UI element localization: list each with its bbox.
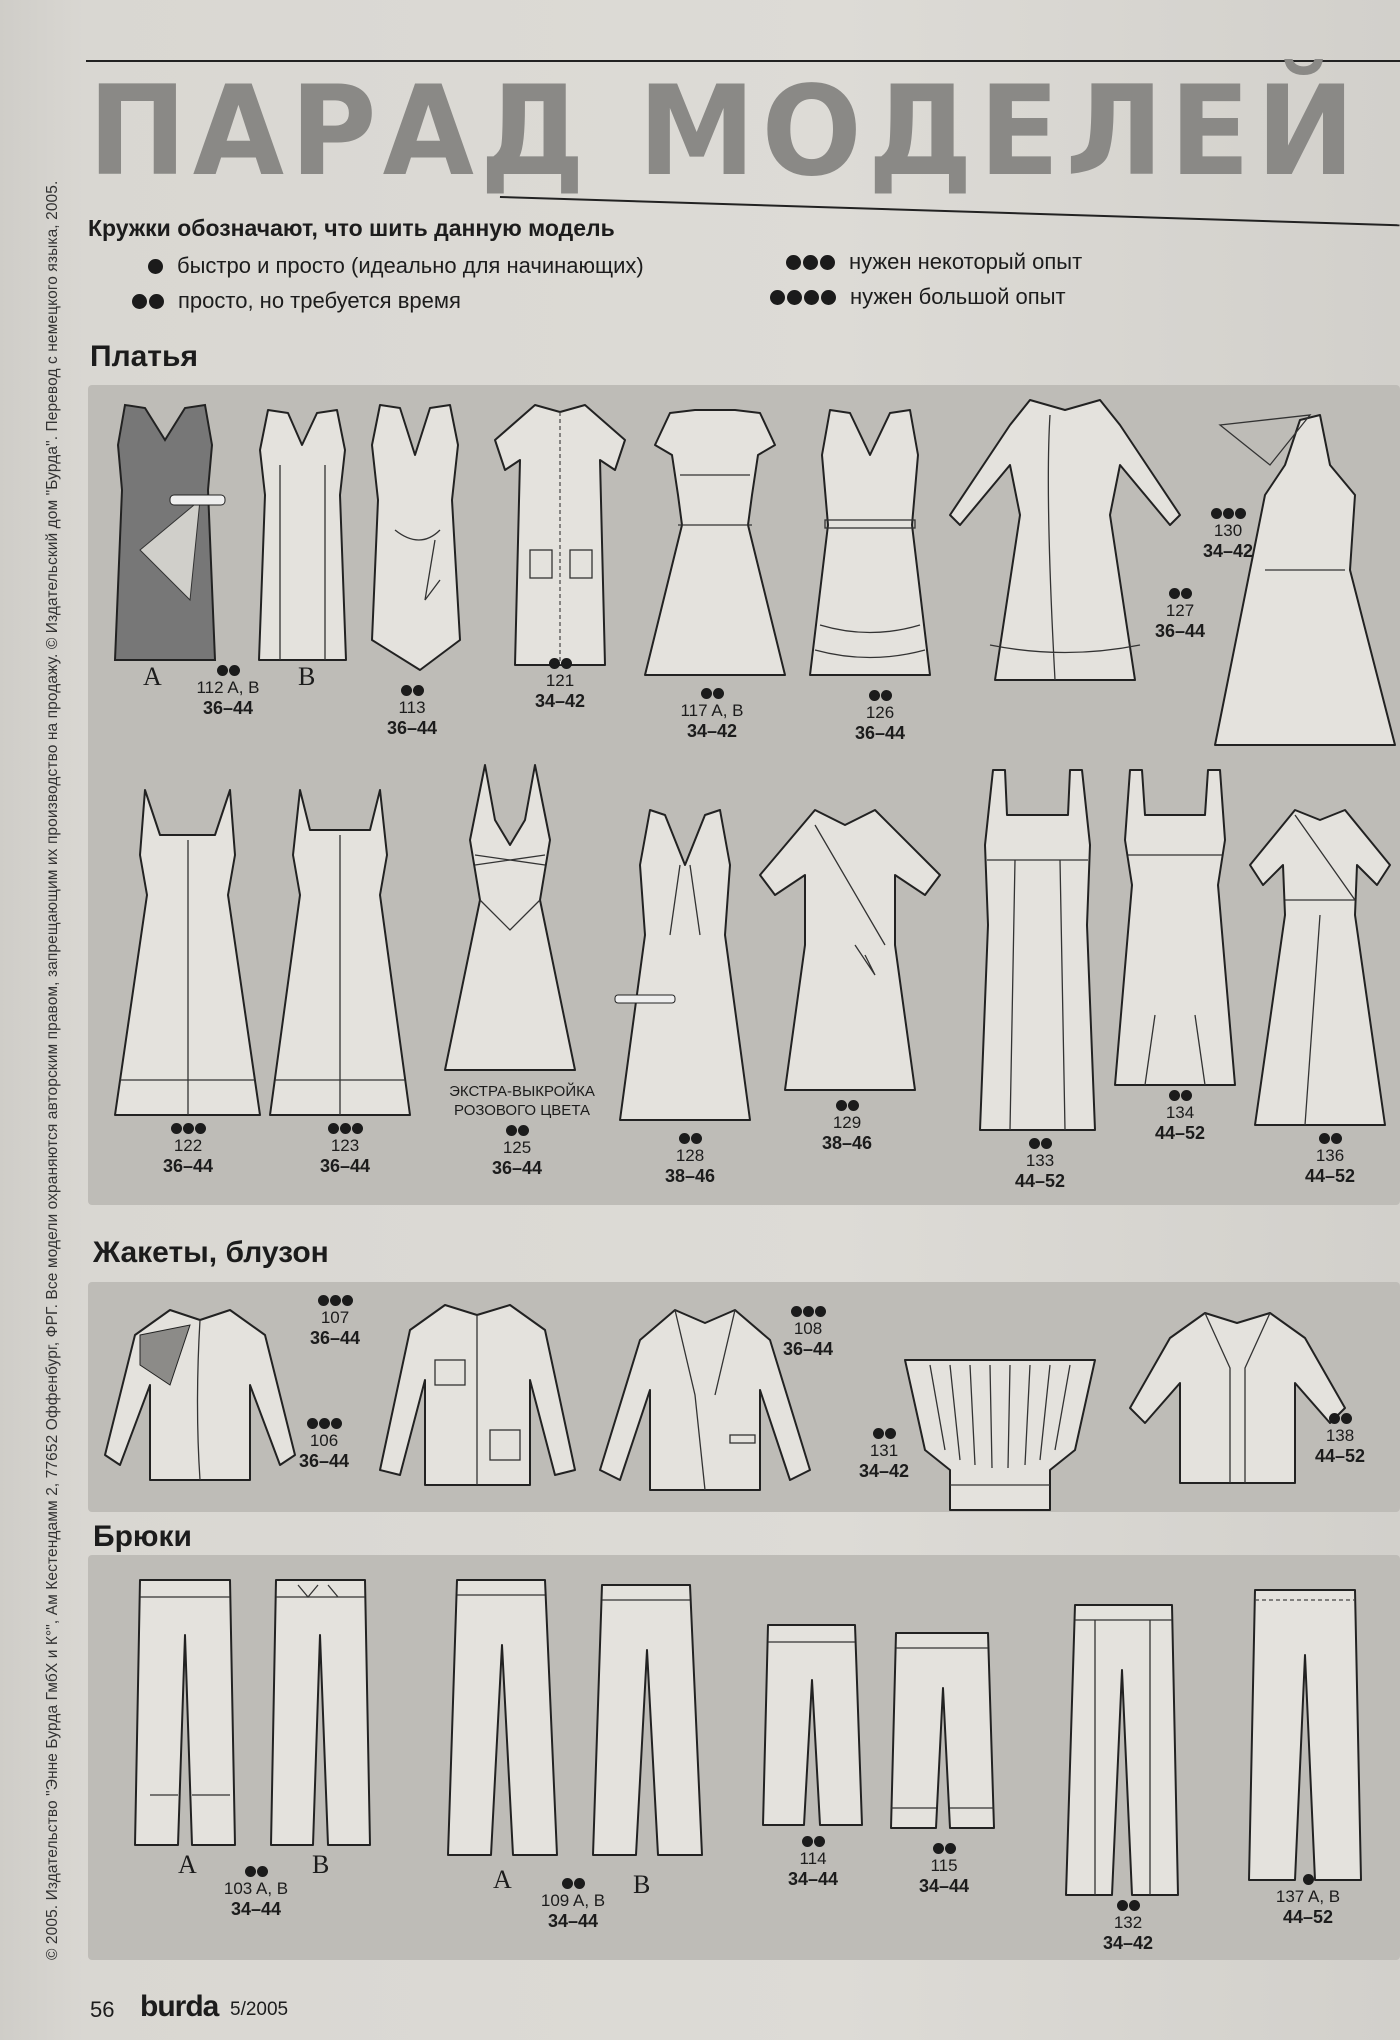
model-label-137: 137 A, B 44–52 (1248, 1874, 1368, 1927)
model-label-108: 108 36–44 (748, 1306, 868, 1359)
difficulty-dots (285, 1123, 405, 1134)
model-label-122: 122 36–44 (128, 1123, 248, 1176)
difficulty-dots (1168, 508, 1288, 519)
difficulty-dots (500, 658, 620, 669)
model-label-113: 113 36–44 (352, 685, 472, 738)
dress-127-sketch (945, 395, 1185, 685)
dress-128-sketch (610, 805, 760, 1125)
legend-text: быстро и просто (идеально для начинающих) (177, 253, 644, 278)
model-label-129: 129 38–46 (787, 1100, 907, 1153)
model-label-107: 107 36–44 (275, 1295, 395, 1348)
legend-item-3 (786, 249, 1082, 275)
variant-letter-b: B (298, 662, 316, 691)
model-label-123: 123 36–44 (285, 1123, 405, 1176)
difficulty-dots (652, 688, 772, 699)
dress-122-sketch (110, 785, 265, 1120)
legend-item-2 (132, 288, 461, 314)
difficulty-dots (630, 1133, 750, 1144)
difficulty-dots (148, 259, 163, 274)
legend-text: нужен большой опыт (850, 284, 1066, 309)
model-label-132: 132 34–42 (1068, 1900, 1188, 1953)
difficulty-dots (1290, 1413, 1390, 1424)
difficulty-dots (786, 255, 835, 270)
difficulty-dots (196, 1866, 316, 1877)
section-heading-jackets: Жакеты, блузон (93, 1236, 329, 1269)
model-label-138: 138 44–52 (1290, 1413, 1390, 1466)
difficulty-dots (264, 1418, 384, 1429)
difficulty-dots (168, 665, 288, 676)
model-label-127: 127 36–44 (1120, 588, 1240, 641)
legend-heading: Кружки обозначают, что шить данную модель (88, 215, 615, 241)
legend-item-1 (148, 253, 644, 279)
model-label-136: 136 44–52 (1270, 1133, 1390, 1186)
legend-text: просто, но требуется время (178, 288, 461, 313)
difficulty-dots (748, 1306, 868, 1317)
difficulty-dots (980, 1138, 1100, 1149)
variant-letter-b: B (312, 1850, 330, 1879)
difficulty-dots (820, 690, 940, 701)
difficulty-dots (132, 294, 164, 309)
dress-123-sketch (265, 785, 415, 1120)
difficulty-dots (352, 685, 472, 696)
capri-115-sketch (888, 1628, 998, 1833)
difficulty-dots (884, 1843, 1004, 1854)
dress-130-sketch (1210, 395, 1400, 755)
model-label-112: 112 A, B 36–44 (168, 665, 288, 718)
difficulty-dots (1068, 1900, 1188, 1911)
difficulty-dots (457, 1125, 577, 1136)
difficulty-dots (787, 1100, 907, 1111)
model-label-117: 117 A, B 34–42 (652, 688, 772, 741)
dress-117-sketch (640, 405, 790, 680)
brand-logo: burda (140, 1990, 219, 2023)
variant-letter-b: B (633, 1870, 651, 1899)
difficulty-dots (1248, 1874, 1368, 1885)
dress-136-sketch (1245, 805, 1395, 1130)
trousers-132-sketch (1060, 1600, 1185, 1900)
model-label-103: 103 A, B 34–44 (196, 1866, 316, 1919)
dress-133-sketch (975, 765, 1100, 1135)
dress-112a-sketch (100, 400, 230, 665)
section-heading-dresses: Платья (90, 340, 198, 373)
dress-134-sketch (1110, 765, 1240, 1090)
variant-letter-a: A (178, 1850, 197, 1879)
difficulty-dots (1270, 1133, 1390, 1144)
model-label-130: 130 34–42 (1168, 508, 1288, 561)
trousers-103b-sketch (268, 1575, 373, 1850)
model-label-126: 126 36–44 (820, 690, 940, 743)
page-title: ПАРАД МОДЕЛЕЙ (88, 58, 1361, 204)
model-label-115: 115 34–44 (884, 1843, 1004, 1896)
difficulty-dots (128, 1123, 248, 1134)
dress-126-sketch (800, 405, 940, 680)
model-label-131: 131 34–42 (824, 1428, 944, 1481)
difficulty-dots (1120, 1090, 1240, 1101)
jacket-jeans-sketch (375, 1300, 580, 1490)
dress-112b-sketch (250, 405, 355, 665)
extra-pattern-note: ЭКСТРА-ВЫКРОЙКА РОЗОВОГО ЦВЕТА (449, 1083, 595, 1119)
model-label-114: 114 34–44 (753, 1836, 873, 1889)
model-label-125: 125 36–44 (457, 1125, 577, 1178)
trousers-103a-sketch (130, 1575, 240, 1850)
difficulty-dots (275, 1295, 395, 1306)
issue-number: 5/2005 (230, 1999, 289, 2020)
difficulty-dots (1120, 588, 1240, 599)
model-label-134: 134 44–52 (1120, 1090, 1240, 1143)
variant-letter-a: A (493, 1865, 512, 1894)
legend-text: нужен некоторый опыт (849, 249, 1083, 274)
difficulty-dots (824, 1428, 944, 1439)
page-number: 56 (90, 1997, 115, 2022)
dress-125-sketch (440, 760, 580, 1075)
model-label-106: 106 36–44 (264, 1418, 384, 1471)
model-label-109: 109 A, B 34–44 (513, 1878, 633, 1931)
difficulty-dots (513, 1878, 633, 1889)
dress-129-sketch (755, 805, 945, 1095)
difficulty-dots (770, 290, 836, 305)
difficulty-dots (753, 1836, 873, 1847)
trousers-109a-sketch (445, 1575, 560, 1860)
dress-113-sketch (360, 400, 470, 675)
section-heading-trousers: Брюки (93, 1520, 192, 1553)
dress-121-sketch (485, 400, 635, 670)
capri-114-sketch (760, 1620, 865, 1830)
model-label-133: 133 44–52 (980, 1138, 1100, 1191)
legend-item-4 (770, 284, 1066, 310)
trousers-137-sketch (1245, 1585, 1365, 1885)
variant-letter-a: A (143, 662, 162, 691)
copyright-credit: © 2005. Издательство "Энне Бурда ГмбХ и К°", Ам Кестендамм 2, 77652 Оффенбург, ФРГ. Все модели охраняются авторским правом, запрещающим их производство на продажу. © Издательский дом "Бурда". Перевод с немецкого языка, 2005. (44, 180, 61, 1960)
trousers-109b-sketch (590, 1580, 705, 1860)
model-label-121: 121 34–42 (500, 658, 620, 711)
model-label-128: 128 38–46 (630, 1133, 750, 1186)
